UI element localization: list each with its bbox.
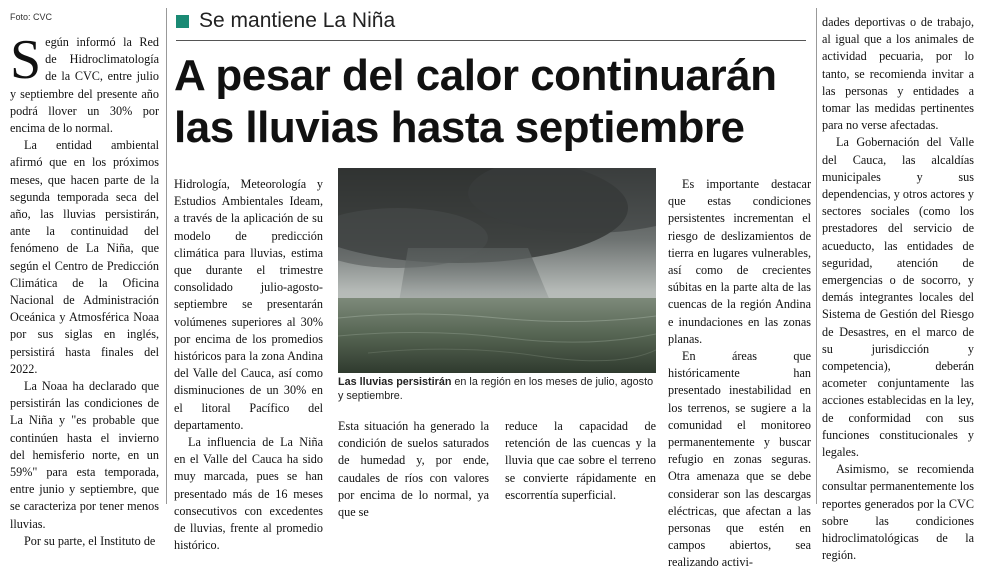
paragraph: La Noaa ha declarado que persistirán las condiciones de La Niña y "es probable que continúen hasta el invierno del hemisferio norte, en un 59%" para esta temporada, entre junio y septiembre, que se caracteriza por tener menos lluvias.	[10, 379, 159, 531]
paragraph: Por su parte, el Instituto de	[24, 533, 156, 548]
caption-text: en la región en los meses de julio, agosto y septiembre.	[338, 376, 654, 402]
storm-photo	[338, 168, 656, 373]
article-column-5	[668, 176, 811, 572]
rain-cloud-image	[338, 168, 656, 373]
headline-line-2: las lluvias hasta septiembre	[174, 103, 745, 152]
paragraph: La entidad ambiental afirmó que en los próximos meses, que hacen parte de la segunda temporada seca del año, las lluvias persistirán, ante la continuidad del fenómeno de La Niña, que según el Centro de Predicción Climática de la Oficina Nacional de Administración Oceánica y Atmosférica Noaa por sus siglas en inglés, persistirá hasta finales del 2022.	[10, 138, 159, 376]
column-divider	[166, 8, 167, 504]
lead-paragraph: Según informó la Red de Hidroclimatología de la CVC, entre julio y septiembre del presente año podrá llover un 30% por encima de lo normal.	[10, 29, 159, 136]
headline	[174, 50, 814, 154]
article-column-1	[10, 29, 159, 550]
photo-credit: Foto: CVC	[10, 12, 53, 22]
column-divider	[816, 8, 817, 504]
paragraph: La influencia de La Niña en el Valle del Cauca ha sido muy marcada, pues se han presentado más de 16 meses consecutivos con excedentes de lluvias, frente al promedio histórico.	[174, 435, 323, 553]
paragraph: Asimismo, se recomienda consultar permanentemente los reportes generados por la CVC sobre las condiciones hidroclimatológicas de la región.	[822, 462, 974, 563]
kicker-rule	[176, 40, 806, 41]
paragraph: Hidrología, Meteorología y Estudios Ambientales Ideam, a través de la aplicación de su modelo de predicción climática para lluvias, estima que durante el trimestre consolidado julio-agosto-septiembre se presentarán volúmenes superiores al 30% por encima de los promedios históricos para la zona Andina del Valle del Cauca, así como disminuciones de un 30% en el litoral Pacífico del departamento.	[174, 177, 323, 432]
article-column-4	[505, 418, 656, 504]
paragraph: La Gobernación del Valle del Cauca, las alcaldías municipales y sus dependencias, y otros actores y sectores sociales (como los prestadores del servicio de acueducto, las entidades de seguridad, atención de emergencias o de socorro, y demás integrantes locales del Sistema de Gestión del Riesgo de Desastres, en el marco de su jurisdicción y competencia), deberán acometer conjuntamente las acciones establecidas en la ley, de conformidad con sus funciones constitucionales y legales.	[822, 135, 974, 460]
paragraph: Es importante destacar que estas condiciones persistentes incrementan el riesgo de deslizamientos de tierra en lugares vulnerables, así como de crecientes súbitas en la parte alta de las cuencas de la región Andina e inundaciones en las zonas planas.	[668, 177, 811, 346]
photo-caption	[338, 375, 656, 403]
headline-line-1: A pesar del calor continuarán	[174, 51, 777, 100]
kicker-square-icon	[176, 15, 189, 28]
article-column-6	[822, 14, 974, 565]
caption-bold: Las lluvias persistirán	[338, 376, 452, 388]
paragraph: Esta situación ha generado la condición de suelos saturados de humedad y, por ende, caudales de ríos con valores por encima de lo normal, ya que se	[338, 419, 489, 520]
article-column-2	[174, 176, 323, 554]
paragraph: dades deportivas o de trabajo, al igual que a los animales de actividad pecuaria, por lo tanto, se recomienda invitar a las personas y entidades a tomar las medidas pertinentes para no verse afectadas.	[822, 15, 974, 133]
paragraph: reduce la capacidad de retención de las cuencas y la lluvia que cae sobre el terreno se convierte rápidamente en escorrentía superficial.	[505, 419, 656, 502]
kicker-text: Se mantiene La Niña	[199, 9, 396, 32]
paragraph: En áreas que históricamente han presentado inestabilidad en los terrenos, se sugiere a la comunidad el monitoreo permanentemente y buscar refugio en zonas seguras. Otra amenaza que se debe considerar son las descargas eléctricas, que afectan a las personas que estén en campos abiertos, sea realizando activi-	[668, 349, 811, 570]
drop-cap: S	[10, 29, 42, 91]
article-column-3	[338, 418, 489, 521]
kicker	[176, 8, 395, 34]
